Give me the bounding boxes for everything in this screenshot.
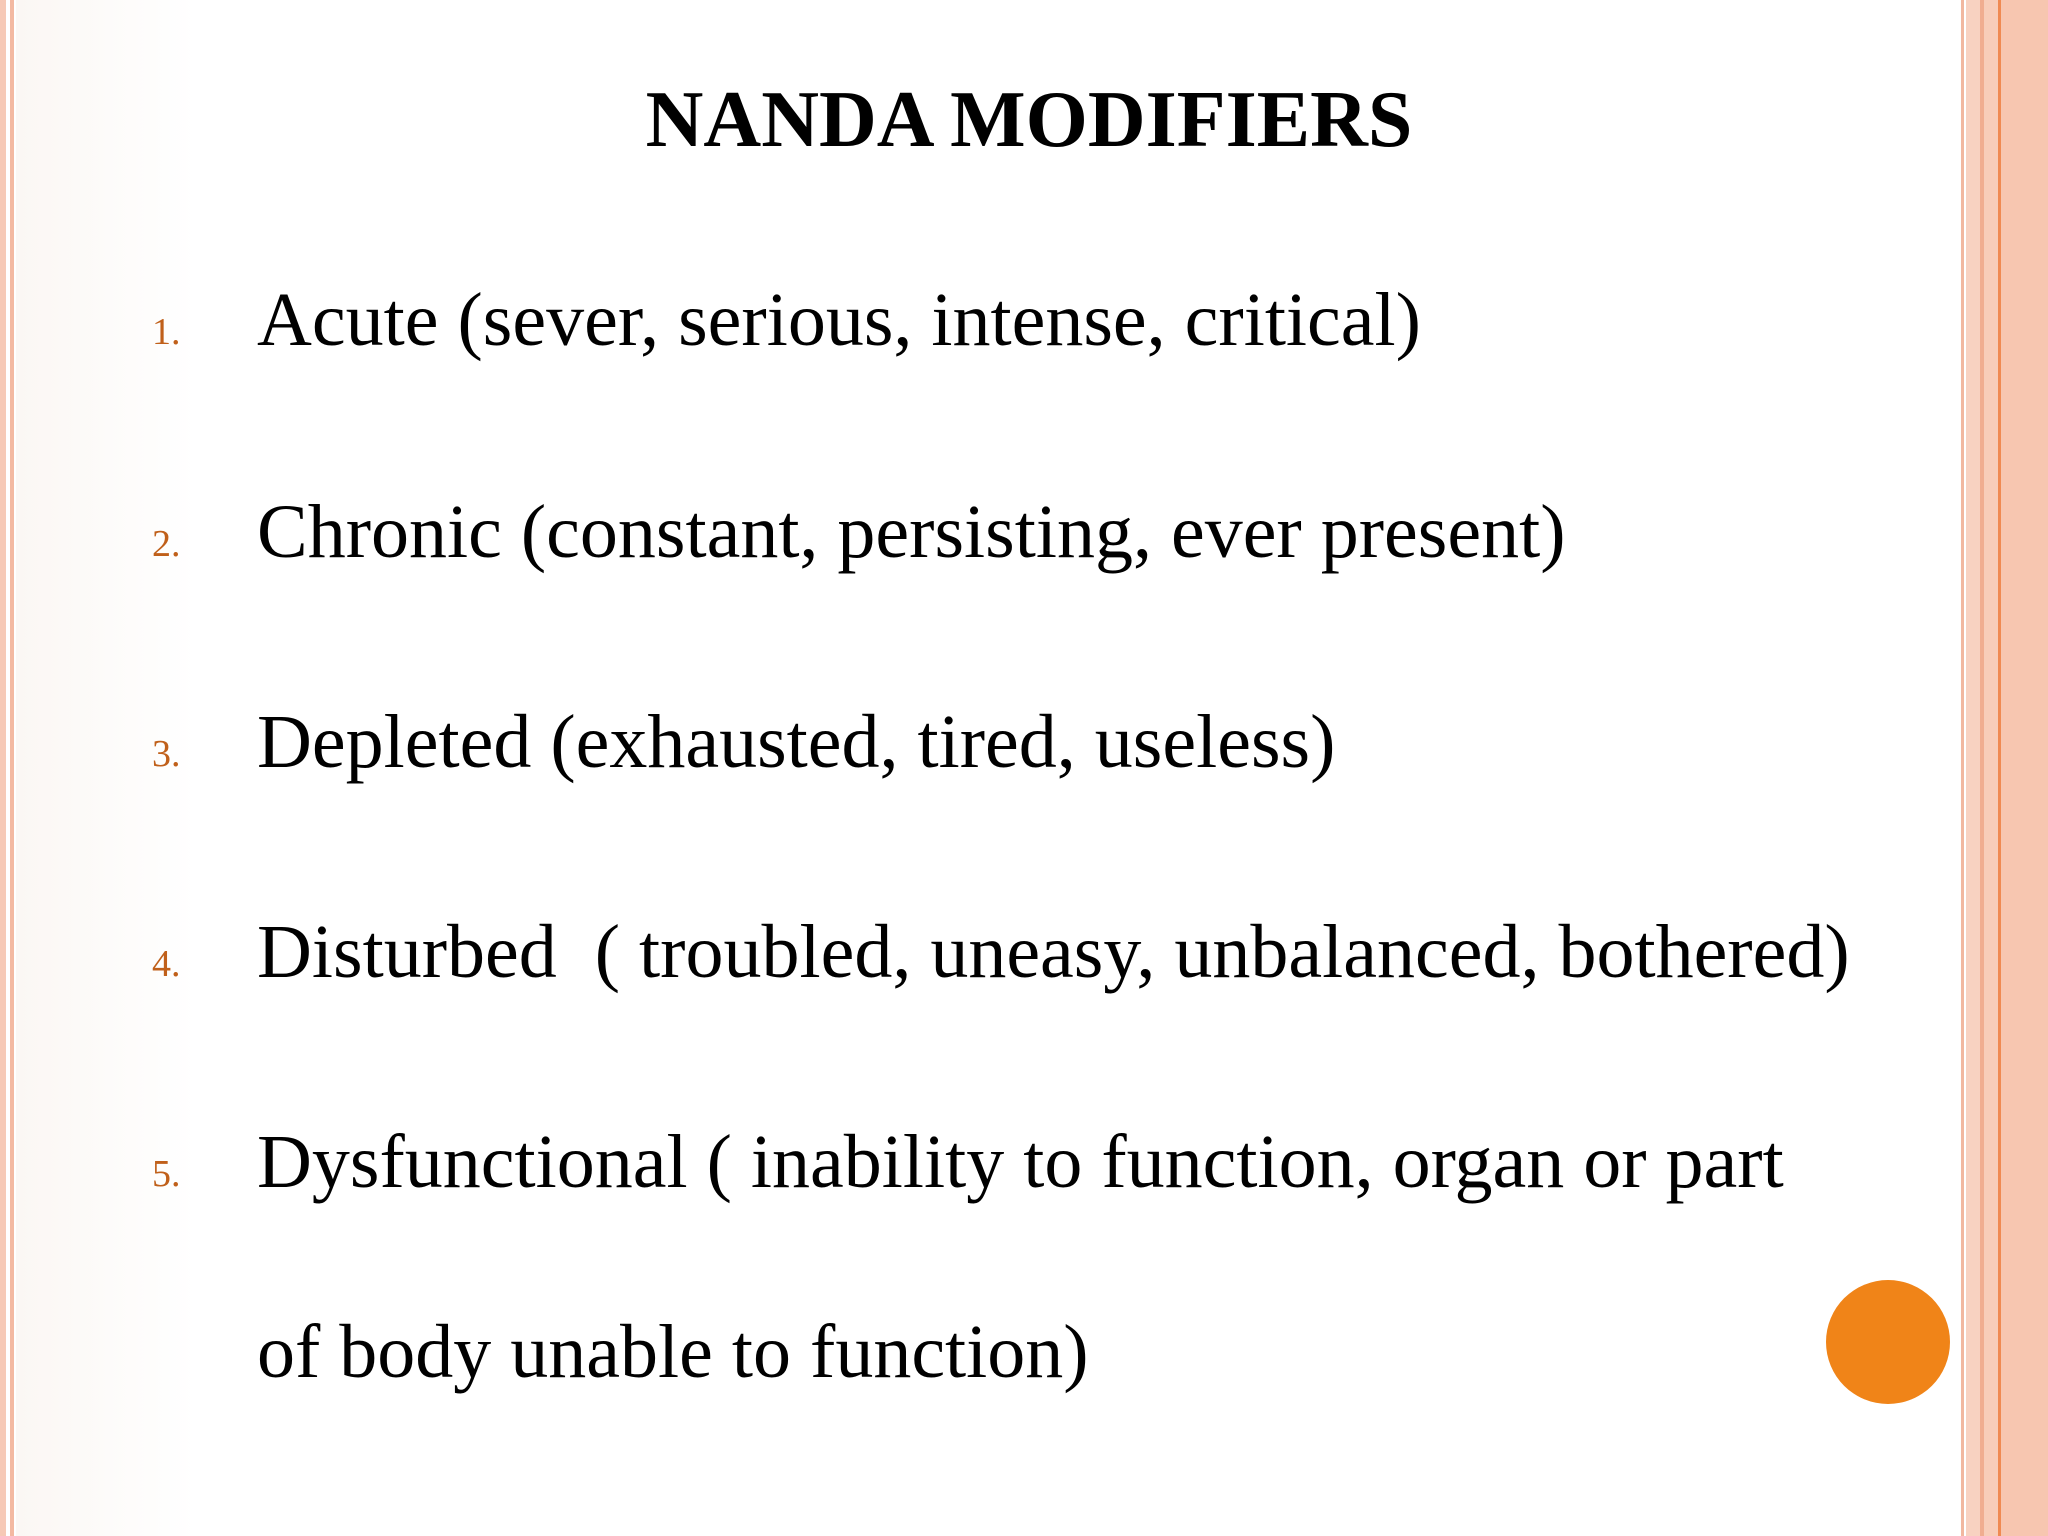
list-item-number: 5. xyxy=(152,1153,181,1195)
list-item-number: 1. xyxy=(152,311,181,353)
list-item-text: Depleted (exhausted, tired, useless) xyxy=(257,700,1336,784)
left-decorative-stripe xyxy=(0,0,6,1536)
slide-title: NANDA MODIFIERS xyxy=(645,76,1413,164)
list-item-text: Chronic (constant, persisting, ever present) xyxy=(257,490,1566,574)
right-edge-line xyxy=(1961,0,1964,1536)
list-item-number: 2. xyxy=(152,523,181,565)
list-item-text: Dysfunctional ( inability to function, organ or part xyxy=(257,1120,1784,1204)
left-decorative-stripe-inner xyxy=(10,0,14,1536)
list-item-text-continuation: of body unable to function) xyxy=(257,1310,1089,1394)
list-item-text: Disturbed ( troubled, uneasy, unbalanced, bothered) xyxy=(257,910,1850,994)
right-decorative-band xyxy=(1984,0,1998,1536)
right-decorative-band xyxy=(2001,0,2048,1536)
list-item-text: Acute (sever, serious, intense, critical) xyxy=(257,278,1421,362)
orange-circle-decoration xyxy=(1826,1280,1950,1404)
right-decorative-band xyxy=(1966,0,1980,1536)
list-item-number: 3. xyxy=(152,733,181,775)
list-item-number: 4. xyxy=(152,943,181,985)
